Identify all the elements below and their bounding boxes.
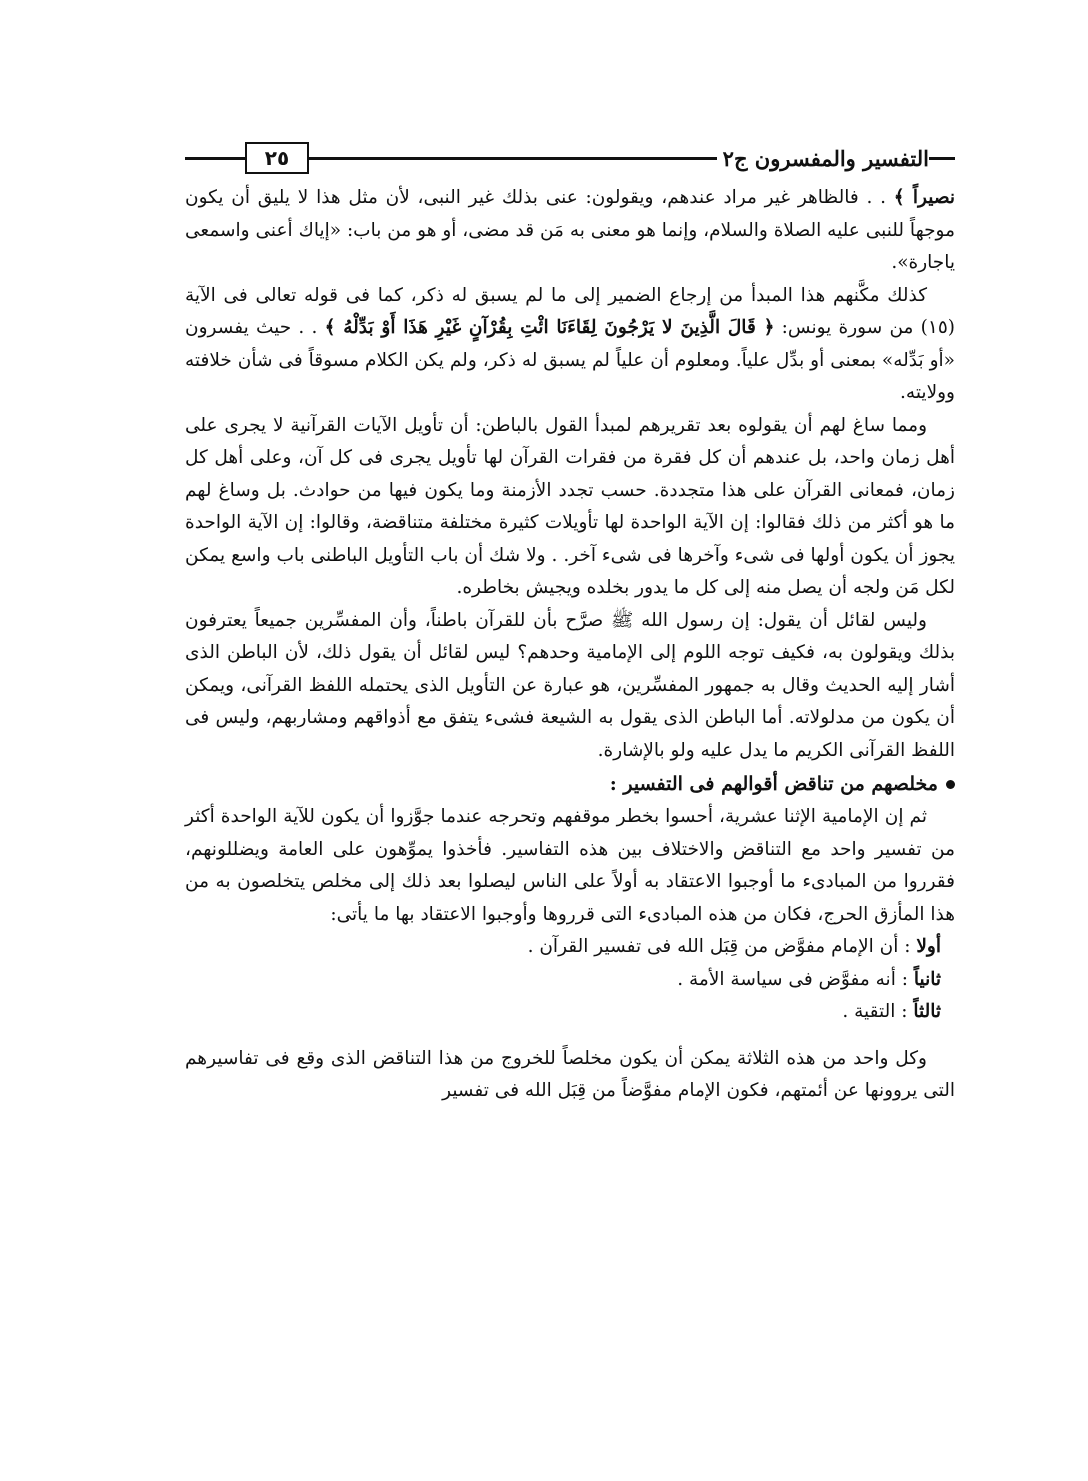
list-item-text: : أنه مفوَّض فى سياسة الأمة . — [677, 968, 914, 990]
paragraph-2 — [185, 280, 955, 410]
header-rule-left — [185, 157, 245, 160]
list-item-label: ثالثاً — [913, 1001, 941, 1022]
quran-quote: ﴿ قَالَ الَّذِينَ لا يَرْجُونَ لِقَاءَنَا ائْتِ بِقُرْآنٍ غَيْرِ هَذَا أَوْ بَدِّلْهُ ﴾ — [324, 317, 775, 338]
list-item — [185, 931, 955, 964]
header-rule-middle — [309, 157, 717, 160]
paragraph-5: ثم إن الإمامية الإثنا عشرية، أحسوا بخطر موقفهم وتحرجه عندما جوَّزوا أن يكون للآية الواحدة أكثر من تفسير واحد مع التناقض والاختلاف بين هذه التفاسير. فأخذوا يموِّهون على العامة ويضللونهم، فقرروا من المبادىء ما أوجبوا الاعتقاد به أولاً على الناس ليصلوا بعد ذلك إلى مخلص يتخلصون به من هذا المأزق الحرج، فكان من هذه المبادىء التى قرروها وأوجبوا الاعتقاد بها ما يأتى: — [185, 806, 955, 925]
list-item-text: : التقية . — [842, 1001, 914, 1022]
bullet-icon — [946, 780, 955, 789]
list-item-label: ثانياً — [913, 968, 941, 990]
list-item — [185, 996, 955, 1029]
page-number: ٢٥ — [245, 142, 309, 174]
paragraph-text: . . فالظاهر غير مراد عندهم، ويقولون: عنى بذلك غير النبى، لأن مثل هذا لا يليق أن يكون موجهاً للنبى عليه الصلاة والسلام، وإنما هو معنى به مَن قد مضى، أو هو من باب: «إياك أعنى واسمعى ياجارة». — [185, 187, 955, 273]
paragraph-text: كذلك مكَّنهم هذا المبدأ من إرجاع الضمير إلى ما لم يسبق له ذكر، كما فى قوله تعالى فى الآية (١٥) من سورة يونس: — [185, 284, 955, 338]
section-heading — [185, 767, 955, 801]
paragraph-1 — [185, 182, 955, 280]
header-rule-right — [929, 157, 955, 160]
paragraph-6: وكل واحد من هذه الثلاثة يمكن أن يكون مخلصاً للخروج من هذا التناقض الذى وقع فى تفاسيرهم التى يروونها عن أئمتهم، فكون الإمام مفوَّضاً من قِبَل الله فى تفسير — [185, 1047, 955, 1101]
quran-quote: نصيراً ﴾ — [893, 187, 956, 208]
list-item-label: أولا — [916, 936, 941, 957]
book-page — [185, 138, 955, 1108]
paragraph-4: وليس لقائل أن يقول: إن رسول الله ﷺ صرَّح بأن للقرآن باطناً، وأن المفسِّرين جميعاً يعترفون بذلك ويقولون به، فكيف توجه اللوم إلى الإمامية وحدهم؟ ليس لقائل أن يقول ذلك، لأن الباطن الذى أشار إليه الحديث وقال به جمهور المفسِّرين، هو عبارة عن التأويل الذى يحتمله اللفظ القرآنى، ويمكن أن يكون من مدلولاته. أما الباطن الذى يقول به الشيعة فشىء يتفق مع أذواقهم ومشاربهم، وليس فى اللفظ القرآنى الكريم ما يدل عليه ولو بالإشارة. — [185, 609, 955, 761]
body-text — [185, 182, 955, 1108]
list-item — [185, 964, 955, 997]
spacer — [185, 1029, 955, 1043]
paragraph-text: . . حيث يفسرون «أو بَدِّله» بمعنى أو بدِّل علياً. ومعلوم أن علياً لم يسبق له ذكر، ولم يكن الكلام مسوقاً فى شأن خلافته وولايته. — [185, 317, 955, 403]
page-header — [185, 138, 955, 178]
paragraph-3: ومما ساغ لهم أن يقولوه بعد تقريرهم لمبدأ القول بالباطن: أن تأويل الآيات القرآنية لا يجرى على أهل زمان واحد، بل عندهم أن كل فقرة من فقرات القرآن لها تأويل يجرى فى كل آن، وعلى أهل كل زمان، فمعانى القرآن على هذا متجددة. حسب تجدد الأزمنة وما يكون فيها من حوادث. بل وساغ لهم ما هو أكثر من ذلك فقالوا: إن الآية الواحدة لها تأويلات كثيرة مختلفة متناقضة، وقالوا: إن الآية الواحدة يجوز أن يكون أولها فى شىء وآخرها فى شىء آخر. . ولا شك أن باب التأويل الباطنى باب واسع يمكن لكل مَن ولجه أن يصل منه إلى كل ما يدور بخلده ويجيش بخاطره. — [185, 414, 955, 598]
running-title: التفسير والمفسرون ج٢ — [722, 145, 929, 171]
section-heading-text: مخلصهم من تناقض أقوالهم فى التفسير : — [609, 773, 938, 795]
list-item-text: : أن الإمام مفوَّض من قِبَل الله فى تفسير القرآن . — [527, 936, 917, 957]
